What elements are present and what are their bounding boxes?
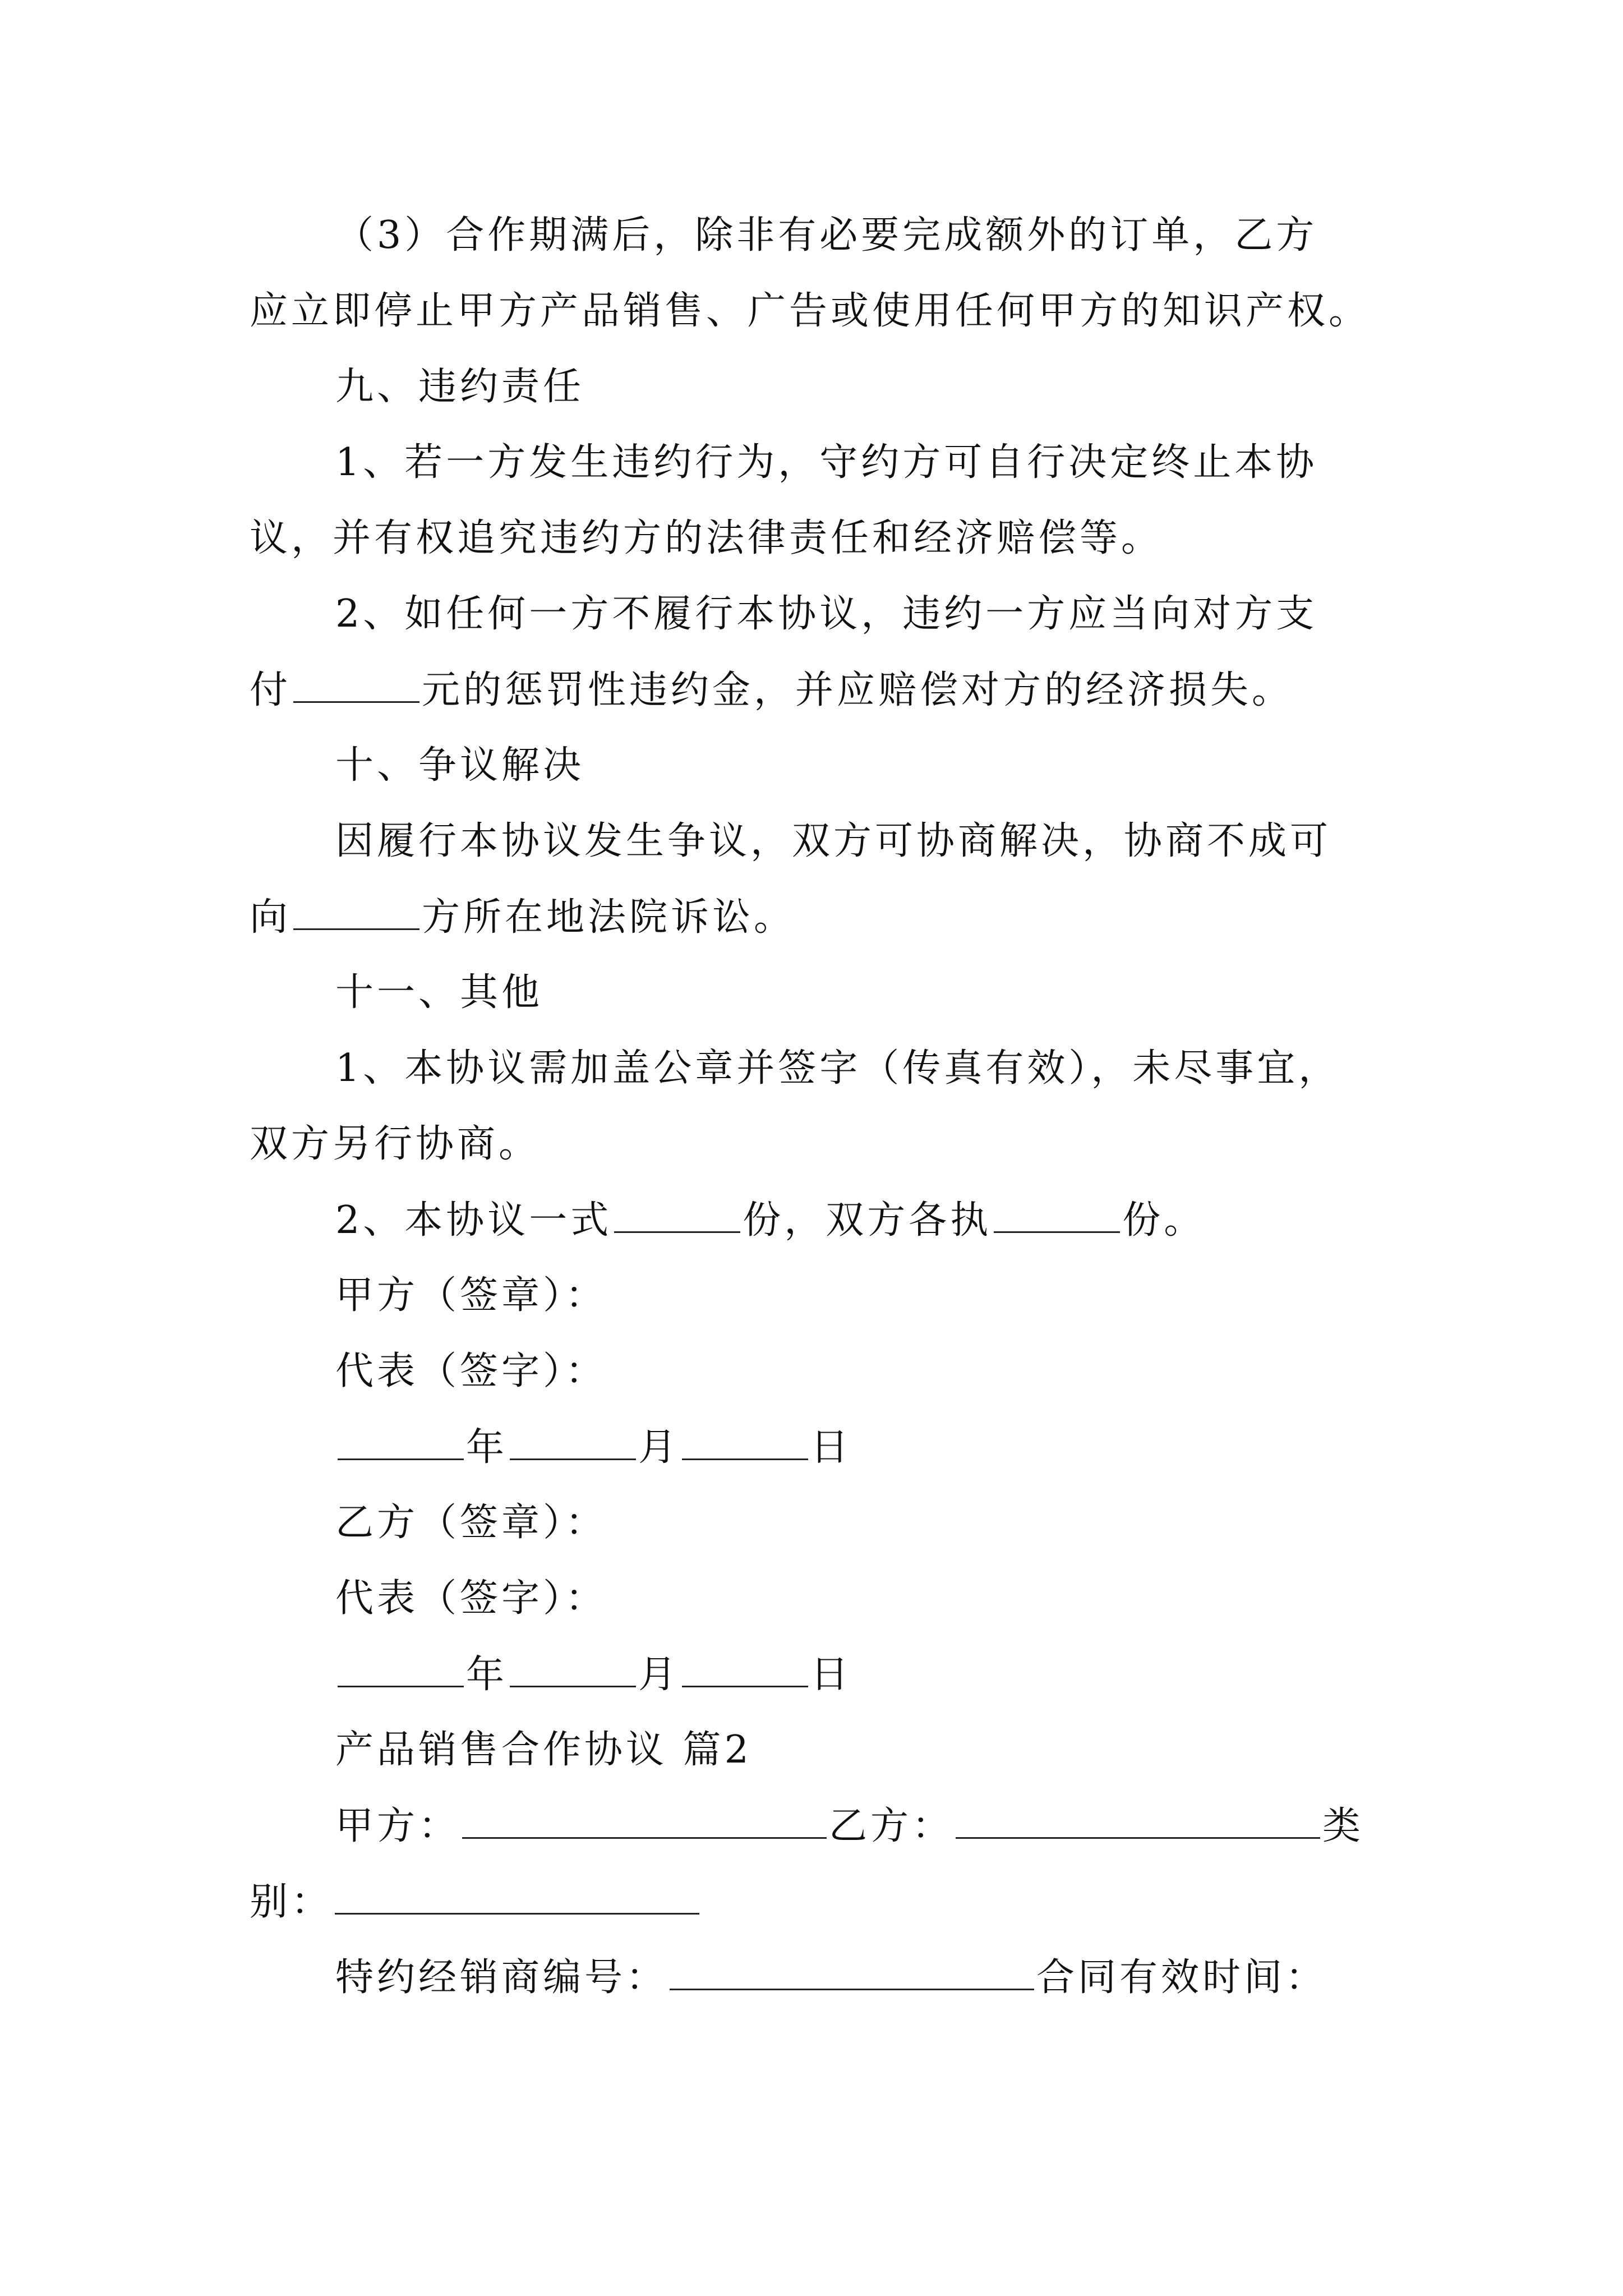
paragraph-line bbox=[335, 1192, 1205, 1248]
text: 日 bbox=[810, 1653, 852, 1697]
fill-blank[interactable] bbox=[293, 662, 419, 703]
text: 议，并有权追究违约方的法律责任和经济赔偿等。 bbox=[250, 516, 1163, 560]
signature-label bbox=[335, 1495, 607, 1551]
year-blank[interactable] bbox=[338, 1419, 464, 1460]
heading-text: 九、违约责任 bbox=[335, 365, 585, 409]
section-heading bbox=[335, 359, 584, 415]
heading-text: 十、争议解决 bbox=[335, 743, 585, 788]
date-line bbox=[335, 1646, 852, 1703]
fill-blank[interactable] bbox=[994, 1192, 1120, 1233]
text: 1、本协议需加盖公章并签字（传真有效），未尽事宜， bbox=[335, 1046, 1340, 1091]
signature-label bbox=[335, 1571, 607, 1627]
paragraph-line bbox=[335, 1041, 1340, 1097]
section-heading bbox=[335, 965, 543, 1021]
label: 合同有效时间： bbox=[1036, 1955, 1327, 2000]
paragraph-line bbox=[250, 510, 1163, 567]
text: 乙方（签章）： bbox=[335, 1501, 607, 1545]
text: 月 bbox=[638, 1425, 680, 1470]
text: 付 bbox=[250, 668, 292, 712]
date-line bbox=[335, 1419, 852, 1475]
paragraph-line bbox=[250, 1116, 540, 1172]
label: 类 bbox=[1322, 1804, 1364, 1848]
label: 甲方： bbox=[335, 1804, 460, 1848]
text: 甲方（签章）： bbox=[335, 1273, 607, 1318]
text: 代表（签字）： bbox=[335, 1349, 607, 1393]
fill-blank[interactable] bbox=[614, 1192, 740, 1233]
fill-blank[interactable] bbox=[293, 889, 419, 930]
month-blank[interactable] bbox=[510, 1646, 636, 1687]
day-blank[interactable] bbox=[682, 1646, 808, 1687]
form-line bbox=[250, 1874, 702, 1930]
party-b-blank[interactable] bbox=[956, 1798, 1320, 1839]
text: 年 bbox=[466, 1653, 508, 1697]
paragraph-line bbox=[335, 586, 1317, 642]
text: 应立即停止甲方产品销售、广告或使用任何甲方的知识产权。 bbox=[250, 289, 1371, 333]
paragraph-line bbox=[335, 813, 1331, 869]
paragraph-line bbox=[335, 435, 1317, 491]
year-blank[interactable] bbox=[338, 1646, 464, 1687]
party-a-blank[interactable] bbox=[462, 1798, 827, 1839]
text: 日 bbox=[810, 1425, 852, 1470]
paragraph-line bbox=[250, 889, 795, 945]
text: 双方另行协商。 bbox=[250, 1122, 541, 1166]
signature-label bbox=[335, 1343, 607, 1400]
text: 元的惩罚性违约金，并应赔偿对方的经济损失。 bbox=[422, 668, 1294, 712]
text: 年 bbox=[466, 1425, 508, 1470]
text: 2、如任何一方不履行本协议，违约一方应当向对方支 bbox=[335, 592, 1318, 636]
text: 因履行本协议发生争议，双方可协商解决，协商不成可 bbox=[335, 819, 1332, 863]
paragraph-line bbox=[250, 283, 1370, 339]
label: 乙方： bbox=[829, 1804, 954, 1848]
text: 月 bbox=[638, 1653, 680, 1697]
month-blank[interactable] bbox=[510, 1419, 636, 1460]
paragraph-line bbox=[335, 208, 1317, 264]
text: 1、若一方发生违约行为，守约方可自行决定终止本协 bbox=[335, 440, 1318, 485]
dealer-number-blank[interactable] bbox=[670, 1949, 1034, 1990]
signature-label bbox=[335, 1268, 607, 1324]
text: 份。 bbox=[1122, 1198, 1206, 1243]
text: 向 bbox=[250, 895, 292, 940]
text: 份，双方各执 bbox=[743, 1198, 992, 1243]
label: 别： bbox=[250, 1880, 333, 1924]
paragraph-line bbox=[250, 662, 1293, 718]
text: 产品销售合作协议 篇2 bbox=[335, 1728, 752, 1772]
document-title bbox=[335, 1722, 752, 1778]
section-heading bbox=[335, 738, 584, 794]
text: 2、本协议一式 bbox=[335, 1198, 612, 1243]
form-line bbox=[335, 1949, 1327, 2005]
day-blank[interactable] bbox=[682, 1419, 808, 1460]
heading-text: 十一、其他 bbox=[335, 970, 543, 1015]
form-line bbox=[335, 1798, 1364, 1854]
text: 代表（签字）： bbox=[335, 1576, 607, 1621]
text: 方所在地法院诉讼。 bbox=[422, 895, 796, 940]
category-blank[interactable] bbox=[335, 1874, 699, 1915]
text: （3）合作期满后，除非有必要完成额外的订单，乙方 bbox=[335, 213, 1318, 257]
label: 特约经销商编号： bbox=[335, 1955, 668, 2000]
